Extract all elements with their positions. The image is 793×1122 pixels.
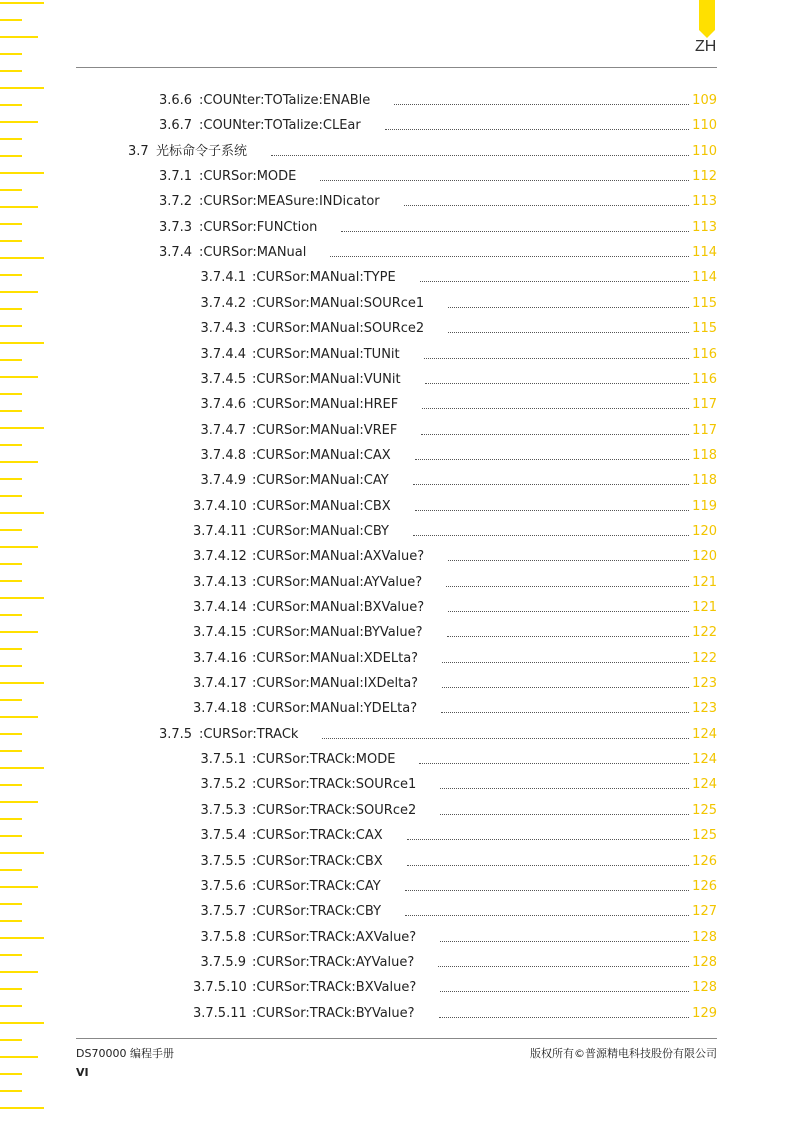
toc-entry-title: :CURSor:MANual:TYPE (252, 270, 396, 286)
toc-dot-leader (415, 510, 690, 511)
toc-entry-number: 3.7.5.6 (200, 878, 246, 894)
toc-entry-page: 123 (692, 701, 717, 717)
toc-dot-leader (438, 966, 689, 967)
toc-entry-title: :CURSor:TRACk:CBX (252, 853, 383, 869)
toc-dot-leader (407, 839, 689, 840)
toc-dot-leader (425, 383, 690, 384)
page-number: VI (76, 1066, 89, 1079)
toc-dot-leader (322, 738, 689, 739)
toc-entry-number: 3.7.4.15 (193, 625, 247, 641)
toc-entry-title: :CURSor:MANual:CAX (252, 447, 391, 463)
toc-entry[interactable] (193, 852, 717, 872)
toc-entry-title: :CURSor:MODE (199, 169, 297, 185)
toc-entry[interactable] (193, 522, 717, 542)
toc-entry-number: 3.7.4.14 (193, 600, 247, 615)
toc-entry-page: 113 (692, 194, 717, 210)
toc-entry-page: 126 (692, 853, 717, 869)
toc-entry-title: :CURSor:TRACk:MODE (252, 752, 396, 768)
toc-entry-page: 109 (692, 93, 717, 108)
toc-entry-page: 114 (692, 245, 717, 261)
toc-entry[interactable] (193, 801, 717, 821)
toc-entry[interactable] (193, 370, 717, 390)
toc-dot-leader (447, 636, 690, 637)
toc-entry-number: 3.7.4.2 (200, 295, 246, 311)
toc-entry-number: 3.7.2 (159, 194, 193, 210)
toc-entry-number: 3.7.3 (159, 219, 193, 235)
toc-dot-leader (407, 865, 689, 866)
toc-entry[interactable] (193, 978, 717, 998)
toc-entry-number: 3.7.5.9 (200, 954, 246, 970)
toc-entry[interactable] (193, 674, 717, 694)
toc-dot-leader (413, 484, 690, 485)
toc-entry-title: :CURSor:TRACk:CBY (252, 904, 382, 920)
toc-entry[interactable] (193, 699, 717, 719)
toc-entry-page: 124 (692, 726, 717, 742)
toc-entry[interactable] (159, 116, 717, 136)
toc-entry-title: :CURSor:MANual:TUNit (252, 346, 400, 362)
toc-entry-page: 122 (692, 625, 717, 641)
toc-dot-leader (448, 307, 689, 308)
toc-entry-page: 117 (692, 422, 717, 438)
toc-entry-number: 3.7.4.9 (200, 473, 246, 489)
toc-entry-page: 128 (692, 954, 717, 970)
toc-entry-title: :CURSor:MANual:YDELta? (252, 701, 418, 717)
toc-entry-title: :CURSor:MANual:CBX (252, 498, 391, 514)
toc-entry[interactable] (193, 928, 717, 948)
toc-entry[interactable] (193, 547, 717, 567)
footer-copyright: 版权所有©普源精电科技股份有限公司 (530, 1047, 717, 1060)
toc-entry-number: 3.7.4.10 (193, 498, 247, 514)
toc-entry[interactable] (159, 167, 717, 187)
toc-entry-number: 3.7.4.8 (200, 447, 246, 463)
toc-entry-page: 117 (692, 397, 717, 413)
toc-entry-page: 110 (692, 118, 717, 134)
toc-entry-title: :CURSor:MEASure:INDicator (199, 194, 380, 210)
toc-entry-title: :COUNter:TOTalize:CLEar (199, 118, 361, 134)
toc-entry-title: :CURSor:MANual:HREF (252, 397, 399, 413)
toc-entry[interactable] (193, 826, 717, 846)
toc-entry-title: :CURSor:MANual:XDELta? (252, 650, 419, 666)
toc-entry-number: 3.7.5.11 (193, 1005, 247, 1021)
toc-dot-leader (405, 915, 689, 916)
toc-entry-page: 128 (692, 929, 717, 945)
toc-entry-number: 3.7 (128, 143, 149, 159)
toc-entry[interactable] (193, 471, 717, 491)
toc-entry-page: 113 (692, 219, 717, 235)
toc-entry-page: 121 (692, 574, 717, 590)
toc-entry-page: 124 (692, 752, 717, 768)
toc-dot-leader (441, 712, 689, 713)
toc-entry-number: 3.7.4.4 (200, 346, 246, 362)
toc-entry-title: :COUNter:TOTalize:ENABle (199, 93, 371, 108)
toc-entry-title: :CURSor:TRACk (199, 726, 299, 742)
toc-dot-leader (271, 155, 689, 156)
toc-entry-number: 3.6.6 (159, 93, 193, 108)
toc-entry-title: :CURSor:MANual:SOURce1 (252, 295, 425, 311)
toc-entry-page: 116 (692, 371, 717, 387)
toc-entry-number: 3.7.5.1 (200, 752, 246, 768)
toc-entry[interactable] (193, 877, 717, 897)
toc-entry-title: :CURSor:TRACk:SOURce1 (252, 777, 417, 793)
toc-entry-page: 118 (692, 473, 717, 489)
toc-entry-number: 3.7.5.2 (200, 777, 246, 793)
toc-entry-number: 3.7.4.3 (200, 321, 246, 337)
toc-entry-title: :CURSor:TRACk:BXValue? (252, 980, 417, 996)
toc-entry-number: 3.7.1 (159, 169, 193, 185)
toc-entry[interactable] (159, 192, 717, 212)
toc-dot-leader (442, 687, 689, 688)
toc-entry-title: :CURSor:TRACk:SOURce2 (252, 802, 417, 818)
toc-dot-leader (442, 662, 689, 663)
toc-entry-page: 123 (692, 676, 717, 692)
toc-entry-number: 3.7.4.13 (193, 574, 247, 590)
toc-entry-page: 110 (692, 143, 717, 159)
toc-entry[interactable] (159, 218, 717, 238)
toc-entry-title: :CURSor:MANual:BXValue? (252, 600, 425, 615)
toc-dot-leader (440, 788, 689, 789)
toc-entry[interactable] (193, 902, 717, 922)
toc-dot-leader (448, 332, 689, 333)
footer-divider (76, 1038, 717, 1039)
toc-entry-number: 3.7.4 (159, 245, 193, 261)
toc-entry[interactable] (193, 623, 717, 643)
toc-entry[interactable] (193, 953, 717, 973)
toc-entry[interactable] (193, 421, 717, 441)
toc-dot-leader (446, 586, 689, 587)
toc-dot-leader (422, 408, 689, 409)
toc-entry-page: 128 (692, 980, 717, 996)
toc-entry-title: :CURSor:TRACk:CAY (252, 878, 381, 894)
toc-entry-number: 3.6.7 (159, 118, 193, 134)
toc-entry-number: 3.7.4.6 (200, 397, 246, 413)
toc-dot-leader (320, 180, 689, 181)
toc-entry[interactable] (159, 243, 717, 263)
toc-entry-number: 3.7.5.4 (200, 828, 246, 844)
toc-entry-number: 3.7.5.5 (200, 853, 246, 869)
toc-entry-title: :CURSor:MANual:CAY (252, 473, 389, 489)
toc-entry-number: 3.7.4.11 (193, 523, 247, 539)
language-label: ZH (695, 38, 717, 55)
toc-dot-leader (341, 231, 689, 232)
toc-entry-page: 115 (692, 295, 717, 311)
toc-entry-page: 119 (692, 498, 717, 514)
toc-entry-number: 3.7.5.7 (200, 904, 246, 920)
toc-dot-leader (413, 535, 689, 536)
toc-dot-leader (424, 358, 690, 359)
toc-entry-number: 3.7.4.18 (193, 701, 247, 717)
toc-entry-title: :CURSor:MANual:VUNit (252, 371, 401, 387)
toc-entry-title: 光标命令子系统 (156, 143, 248, 159)
toc-dot-leader (404, 205, 690, 206)
toc-entry-page: 121 (692, 600, 717, 615)
toc-entry-number: 3.7.4.5 (200, 371, 246, 387)
toc-dot-leader (419, 763, 689, 764)
toc-entry-number: 3.7.5 (159, 726, 193, 742)
toc-entry-page: 125 (692, 802, 717, 818)
toc-entry-number: 3.7.4.7 (200, 422, 246, 438)
toc-entry-title: :CURSor:FUNCtion (199, 219, 318, 235)
toc-entry[interactable] (193, 649, 717, 669)
toc-entry-number: 3.7.4.1 (200, 270, 246, 286)
toc-dot-leader (394, 104, 689, 105)
toc-entry[interactable] (193, 598, 717, 618)
toc-dot-leader (448, 560, 689, 561)
toc-entry-page: 120 (692, 523, 717, 539)
toc-entry[interactable] (159, 91, 717, 111)
toc-entry-title: :CURSor:MANual:AXValue? (252, 549, 425, 565)
toc-entry-number: 3.7.5.10 (193, 980, 247, 996)
toc-entry-page: 126 (692, 878, 717, 894)
toc-entry-title: :CURSor:MANual:SOURce2 (252, 321, 425, 337)
toc-dot-leader (448, 611, 689, 612)
toc-entry[interactable] (193, 319, 717, 339)
toc-entry[interactable] (193, 750, 717, 770)
toc-entry[interactable] (128, 142, 717, 162)
toc-entry-title: :CURSor:TRACk:AYValue? (252, 954, 415, 970)
toc-entry-title: :CURSor:MANual:VREF (252, 422, 398, 438)
toc-dot-leader (440, 814, 689, 815)
toc-entry-title: :CURSor:TRACk:BYValue? (252, 1005, 415, 1021)
toc-entry[interactable] (193, 268, 717, 288)
toc-entry-page: 116 (692, 346, 717, 362)
toc-entry-page: 125 (692, 828, 717, 844)
toc-dot-leader (385, 129, 689, 130)
toc-dot-leader (421, 434, 689, 435)
toc-entry[interactable] (193, 573, 717, 593)
footer-manual-title: DS70000 编程手册 (76, 1047, 174, 1060)
toc-dot-leader (405, 890, 689, 891)
toc-entry[interactable] (193, 395, 717, 415)
toc-entry[interactable] (193, 1004, 717, 1024)
toc-entry-number: 3.7.5.3 (200, 802, 246, 818)
toc-entry-page: 120 (692, 549, 717, 565)
toc-dot-leader (330, 256, 689, 257)
toc-entry-title: :CURSor:MANual:CBY (252, 523, 389, 539)
toc-entry[interactable] (193, 345, 717, 365)
toc-entry[interactable] (193, 497, 717, 517)
toc-entry-page: 115 (692, 321, 717, 337)
toc-entry-number: 3.7.4.12 (193, 549, 247, 565)
toc-entry[interactable] (159, 725, 717, 745)
toc-entry-page: 129 (692, 1005, 717, 1021)
toc-entry[interactable] (193, 446, 717, 466)
toc-entry-title: :CURSor:MANual:BYValue? (252, 625, 423, 641)
toc-entry-number: 3.7.4.17 (193, 676, 247, 692)
toc-entry-title: :CURSor:MANual (199, 245, 307, 261)
toc-entry-title: :CURSor:TRACk:AXValue? (252, 929, 417, 945)
toc-entry-page: 114 (692, 270, 717, 286)
toc-entry-page: 124 (692, 777, 717, 793)
toc-entry-number: 3.7.5.8 (200, 929, 246, 945)
toc-entry-page: 127 (692, 904, 717, 920)
toc-entry-page: 122 (692, 650, 717, 666)
toc-dot-leader (440, 941, 689, 942)
toc-dot-leader (439, 1017, 690, 1018)
toc-entry-title: :CURSor:TRACk:CAX (252, 828, 383, 844)
toc-entry-page: 112 (692, 169, 717, 185)
toc-dot-leader (440, 991, 689, 992)
toc-entry-title: :CURSor:MANual:AYValue? (252, 574, 423, 590)
toc-entry-title: :CURSor:MANual:IXDelta? (252, 676, 419, 692)
toc-dot-leader (415, 459, 690, 460)
toc-entry[interactable] (193, 775, 717, 795)
toc-entry[interactable] (193, 294, 717, 314)
toc-dot-leader (420, 281, 689, 282)
toc-entry-page: 118 (692, 447, 717, 463)
toc-entry-number: 3.7.4.16 (193, 650, 247, 666)
